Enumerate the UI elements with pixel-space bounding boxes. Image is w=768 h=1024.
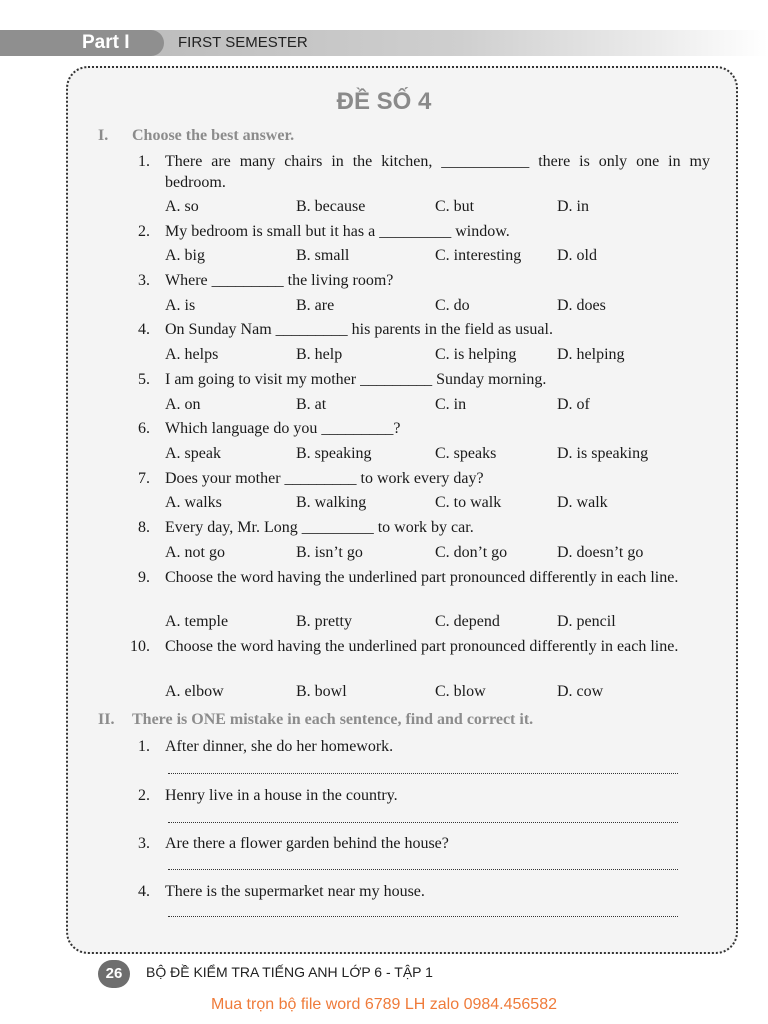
mistake-2-answer-line[interactable] bbox=[168, 822, 678, 823]
question-4-option-d: D. helping bbox=[557, 346, 625, 363]
question-1-option-d: D. in bbox=[557, 198, 589, 215]
mistake-1-answer-line[interactable] bbox=[168, 773, 678, 774]
mistake-1-text: After dinner, she do her homework. bbox=[165, 738, 394, 755]
question-6-option-b: B. speaking bbox=[296, 445, 372, 462]
question-8-text: Every day, Mr. Long _________ to work by car. bbox=[165, 519, 474, 536]
question-8-option-a: A. not go bbox=[165, 544, 225, 561]
question-3-number: 3. bbox=[138, 272, 150, 289]
question-2-number: 2. bbox=[138, 223, 150, 240]
question-10-text: Choose the word having the underlined part pronounced differently in each line. bbox=[165, 638, 679, 655]
question-4-option-c: C. is helping bbox=[435, 346, 517, 363]
question-6-option-c: C. speaks bbox=[435, 445, 497, 462]
mistake-4-number: 4. bbox=[138, 883, 150, 900]
question-6-option-d: D. is speaking bbox=[557, 445, 649, 462]
question-5-option-a: A. on bbox=[165, 396, 201, 413]
question-4-number: 4. bbox=[138, 321, 150, 338]
question-4-option-b: B. help bbox=[296, 346, 343, 363]
mistake-3-answer-line[interactable] bbox=[168, 869, 678, 870]
question-1-option-b: B. because bbox=[296, 198, 366, 215]
question-7-option-a: A. walks bbox=[165, 494, 222, 511]
question-3-option-a: A. is bbox=[165, 297, 196, 314]
mistake-3-text: Are there a flower garden behind the house? bbox=[165, 835, 449, 852]
question-9-option-d: D. pencil bbox=[557, 613, 616, 630]
mistake-2-text: Henry live in a house in the country. bbox=[165, 787, 398, 804]
section-1-roman: I. bbox=[98, 127, 109, 144]
promo-text: Mua trọn bộ file word 6789 LH zalo 0984.456582 bbox=[210, 996, 557, 1013]
mistake-1-number: 1. bbox=[138, 738, 150, 755]
question-3-option-c: C. do bbox=[435, 297, 470, 314]
mistake-4-text: There is the supermarket near my house. bbox=[165, 883, 425, 900]
question-10-number: 10. bbox=[130, 638, 150, 655]
question-5-number: 5. bbox=[138, 371, 150, 388]
page-number-badge: 26 bbox=[98, 960, 130, 988]
question-1-number: 1. bbox=[138, 153, 150, 170]
section-1-heading bbox=[98, 127, 294, 145]
question-9-option-b: B. pretty bbox=[296, 613, 352, 630]
question-6-option-a: A. speak bbox=[165, 445, 221, 462]
question-5-option-d: D. of bbox=[557, 396, 590, 413]
question-8-number: 8. bbox=[138, 519, 150, 536]
question-7-option-c: C. to walk bbox=[435, 494, 502, 511]
question-3-option-d: D. does bbox=[557, 297, 606, 314]
question-9-number: 9. bbox=[138, 569, 150, 586]
question-2-option-d: D. old bbox=[557, 247, 597, 264]
question-5-text: I am going to visit my mother _________ Sunday morning. bbox=[165, 371, 547, 388]
question-1-option-a: A. so bbox=[165, 198, 199, 215]
question-4-option-a: A. helps bbox=[165, 346, 219, 363]
exam-title: ĐỀ SỐ 4 bbox=[336, 88, 432, 115]
mistake-4-answer-line[interactable] bbox=[168, 916, 678, 917]
question-8-option-c: C. don’t go bbox=[435, 544, 508, 561]
question-3-option-b: B. are bbox=[296, 297, 335, 314]
semester-label: FIRST SEMESTER bbox=[178, 34, 308, 51]
question-7-option-b: B. walking bbox=[296, 494, 367, 511]
question-3-text: Where _________ the living room? bbox=[165, 272, 394, 289]
section-2-roman: II. bbox=[98, 711, 115, 728]
section-2-title: There is ONE mistake in each sentence, find and correct it. bbox=[132, 711, 534, 728]
question-10-option-d: D. cow bbox=[557, 683, 604, 700]
section-2-heading bbox=[98, 711, 533, 729]
question-10-option-b: B. bowl bbox=[296, 683, 347, 700]
section-1-title: Choose the best answer. bbox=[132, 127, 295, 144]
question-7-number: 7. bbox=[138, 470, 150, 487]
question-2-option-b: B. small bbox=[296, 247, 350, 264]
part-label: Part I bbox=[82, 32, 130, 53]
question-9-text: Choose the word having the underlined part pronounced differently in each line. bbox=[165, 569, 679, 586]
question-9-option-a: A. temple bbox=[165, 613, 229, 630]
question-6-text: Which language do you _________? bbox=[165, 420, 401, 437]
question-6-number: 6. bbox=[138, 420, 150, 437]
book-title: BỘ ĐỀ KIỂM TRA TIẾNG ANH LỚP 6 - TẬP 1 bbox=[146, 964, 433, 980]
question-2-option-c: C. interesting bbox=[435, 247, 522, 264]
mistake-3-number: 3. bbox=[138, 835, 150, 852]
question-9-option-c: C. depend bbox=[435, 613, 500, 630]
question-8-option-b: B. isn’t go bbox=[296, 544, 363, 561]
question-4-text: On Sunday Nam _________ his parents in the field as usual. bbox=[165, 321, 553, 338]
question-5-option-c: C. in bbox=[435, 396, 467, 413]
question-10-option-c: C. blow bbox=[435, 683, 486, 700]
mistake-2-number: 2. bbox=[138, 787, 150, 804]
question-7-option-d: D. walk bbox=[557, 494, 608, 511]
question-2-text: My bedroom is small but it has a _________ window. bbox=[165, 223, 510, 240]
question-7-text: Does your mother _________ to work every day? bbox=[165, 470, 484, 487]
question-2-option-a: A. big bbox=[165, 247, 205, 264]
question-1-option-c: C. but bbox=[435, 198, 475, 215]
question-5-option-b: B. at bbox=[296, 396, 327, 413]
question-10-option-a: A. elbow bbox=[165, 683, 224, 700]
question-1-text: There are many chairs in the kitchen, ___________ there is only one in my bedroom. bbox=[165, 153, 710, 191]
question-8-option-d: D. doesn’t go bbox=[557, 544, 644, 561]
